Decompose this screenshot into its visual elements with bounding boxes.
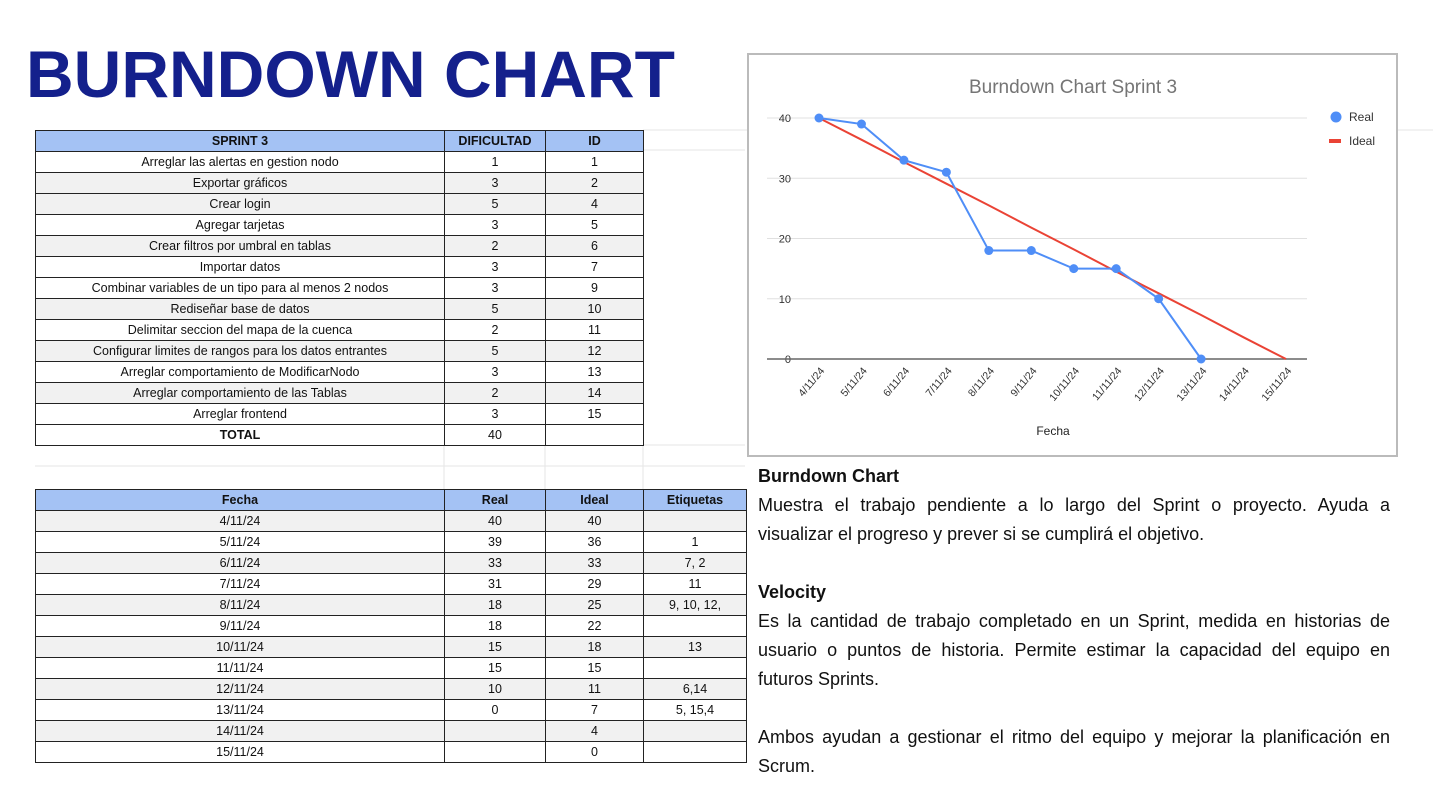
task-name: Combinar variables de un tipo para al menos 2 nodos (36, 278, 445, 299)
table-row (36, 341, 644, 362)
table-row (36, 404, 644, 425)
burndown-chart (747, 53, 1398, 457)
sprint-table (35, 130, 644, 446)
total-label: TOTAL (36, 425, 445, 446)
y-tick-label: 40 (778, 113, 791, 125)
task-id: 14 (546, 383, 644, 404)
header-sprint: SPRINT 3 (36, 131, 445, 152)
data-point-real (899, 156, 908, 165)
x-tick-label: 5/11/24 (838, 365, 870, 400)
real-cell: 40 (445, 511, 546, 532)
table-row (36, 215, 644, 236)
table-row (36, 721, 747, 742)
task-name: Arreglar frontend (36, 404, 445, 425)
task-name: Arreglar comportamiento de ModificarNodo (36, 362, 445, 383)
velocity-description: Es la cantidad de trabajo completado en un Sprint, medida en historias de usuario o puntos de historia. Permite estimar la capacidad del equipo en futuros Sprints. (758, 611, 1390, 689)
task-id: 6 (546, 236, 644, 257)
table-row (36, 595, 747, 616)
task-id: 9 (546, 278, 644, 299)
table-row (36, 362, 644, 383)
date-cell: 11/11/24 (36, 658, 445, 679)
x-tick-label: 7/11/24 (923, 365, 955, 400)
x-tick-label: 10/11/24 (1047, 365, 1083, 404)
task-difficulty: 2 (445, 236, 546, 257)
x-tick-label: 6/11/24 (880, 365, 913, 400)
table-row (36, 511, 747, 532)
table-row (36, 152, 644, 173)
task-difficulty: 3 (445, 404, 546, 425)
task-difficulty: 3 (445, 362, 546, 383)
legend-real-label: Real (1349, 110, 1374, 124)
notes-panel (758, 462, 1390, 781)
header-dificultad: DIFICULTAD (445, 131, 546, 152)
total-value: 40 (445, 425, 546, 446)
x-tick-label: 13/11/24 (1174, 365, 1210, 404)
chart-title: Burndown Chart Sprint 3 (968, 77, 1178, 98)
task-name: Agregar tarjetas (36, 215, 445, 236)
task-difficulty: 2 (445, 383, 546, 404)
x-axis-label: Fecha (1036, 424, 1070, 438)
task-id: 1 (546, 152, 644, 173)
table-row (36, 383, 644, 404)
legend-ideal-label: Ideal (1349, 134, 1376, 148)
real-cell: 18 (445, 595, 546, 616)
x-tick-label: 15/11/24 (1259, 365, 1295, 404)
table-row (36, 173, 644, 194)
total-empty (546, 425, 644, 446)
table-row (36, 194, 644, 215)
summary-text: Ambos ayudan a gestionar el ritmo del equipo y mejorar la planificación en Scrum. (758, 727, 1390, 776)
date-cell: 12/11/24 (36, 679, 445, 700)
ideal-cell: 18 (546, 637, 644, 658)
labels-cell (644, 742, 747, 763)
ideal-cell: 36 (546, 532, 644, 553)
header-real: Real (445, 490, 546, 511)
labels-cell (644, 658, 747, 679)
table-row (36, 320, 644, 341)
page-title: BURNDOWN CHART (26, 37, 675, 111)
task-difficulty: 5 (445, 341, 546, 362)
table-row (36, 700, 747, 721)
date-cell: 14/11/24 (36, 721, 445, 742)
ideal-cell: 11 (546, 679, 644, 700)
task-name: Crear filtros por umbral en tablas (36, 236, 445, 257)
real-cell: 18 (445, 616, 546, 637)
table-row (36, 299, 644, 320)
data-point-real (1154, 294, 1163, 303)
table-row (36, 278, 644, 299)
ideal-cell: 0 (546, 742, 644, 763)
data-point-real (815, 114, 824, 123)
x-tick-label: 14/11/24 (1216, 365, 1252, 404)
legend-real-marker (1331, 112, 1342, 123)
task-difficulty: 3 (445, 173, 546, 194)
data-point-real (942, 168, 951, 177)
date-cell: 9/11/24 (36, 616, 445, 637)
labels-cell (644, 721, 747, 742)
task-id: 12 (546, 341, 644, 362)
data-point-real (1027, 246, 1036, 255)
task-difficulty: 5 (445, 299, 546, 320)
burndown-description: Muestra el trabajo pendiente a lo largo del Sprint o proyecto. Ayuda a visualizar el progreso y prever si se cumplirá el objetivo. (758, 495, 1390, 544)
header-id: ID (546, 131, 644, 152)
task-id: 4 (546, 194, 644, 215)
ideal-cell: 22 (546, 616, 644, 637)
ideal-cell: 29 (546, 574, 644, 595)
task-id: 2 (546, 173, 644, 194)
task-id: 10 (546, 299, 644, 320)
table-row (36, 236, 644, 257)
header-ideal: Ideal (546, 490, 644, 511)
task-difficulty: 5 (445, 194, 546, 215)
task-id: 5 (546, 215, 644, 236)
ideal-cell: 33 (546, 553, 644, 574)
date-cell: 13/11/24 (36, 700, 445, 721)
data-point-real (984, 246, 993, 255)
task-name: Importar datos (36, 257, 445, 278)
task-name: Arreglar las alertas en gestion nodo (36, 152, 445, 173)
task-name: Configurar limites de rangos para los datos entrantes (36, 341, 445, 362)
real-cell: 39 (445, 532, 546, 553)
task-id: 7 (546, 257, 644, 278)
real-cell: 10 (445, 679, 546, 700)
x-tick-label: 12/11/24 (1131, 365, 1167, 404)
task-name: Delimitar seccion del mapa de la cuenca (36, 320, 445, 341)
labels-cell: 6,14 (644, 679, 747, 700)
table-row (36, 574, 747, 595)
data-point-real (1197, 355, 1206, 364)
table-row (36, 658, 747, 679)
x-tick-label: 9/11/24 (1008, 365, 1040, 400)
x-tick-label: 8/11/24 (965, 365, 998, 400)
table-row (36, 553, 747, 574)
labels-cell: 5, 15,4 (644, 700, 747, 721)
data-point-real (1069, 264, 1078, 273)
y-tick-label: 20 (778, 233, 791, 246)
date-cell: 10/11/24 (36, 637, 445, 658)
table-row (36, 679, 747, 700)
date-cell: 7/11/24 (36, 574, 445, 595)
y-tick-label: 30 (778, 173, 791, 186)
task-difficulty: 1 (445, 152, 546, 173)
real-cell (445, 721, 546, 742)
date-cell: 6/11/24 (36, 553, 445, 574)
burndown-heading: Burndown Chart (758, 466, 899, 486)
task-difficulty: 3 (445, 257, 546, 278)
date-cell: 5/11/24 (36, 532, 445, 553)
table-row (36, 532, 747, 553)
header-fecha: Fecha (36, 490, 445, 511)
ideal-cell: 4 (546, 721, 644, 742)
velocity-heading: Velocity (758, 582, 827, 602)
real-cell: 0 (445, 700, 546, 721)
y-tick-label: 10 (778, 293, 791, 306)
real-cell: 15 (445, 637, 546, 658)
x-tick-label: 4/11/24 (796, 365, 828, 400)
date-cell: 4/11/24 (36, 511, 445, 532)
ideal-cell: 15 (546, 658, 644, 679)
header-etiquetas: Etiquetas (644, 490, 747, 511)
task-difficulty: 3 (445, 278, 546, 299)
data-point-real (857, 120, 866, 129)
real-cell (445, 742, 546, 763)
table-row (36, 637, 747, 658)
table-row (36, 257, 644, 278)
task-name: Rediseñar base de datos (36, 299, 445, 320)
real-cell: 31 (445, 574, 546, 595)
progress-table (35, 489, 747, 763)
table-row (36, 742, 747, 763)
date-cell: 8/11/24 (36, 595, 445, 616)
chart-svg (749, 55, 1396, 455)
labels-cell: 13 (644, 637, 747, 658)
total-row (36, 425, 644, 446)
labels-cell: 11 (644, 574, 747, 595)
task-id: 15 (546, 404, 644, 425)
data-point-real (1112, 264, 1121, 273)
labels-cell: 1 (644, 532, 747, 553)
task-id: 13 (546, 362, 644, 383)
real-cell: 15 (445, 658, 546, 679)
task-name: Crear login (36, 194, 445, 215)
task-name: Arreglar comportamiento de las Tablas (36, 383, 445, 404)
date-cell: 15/11/24 (36, 742, 445, 763)
ideal-cell: 25 (546, 595, 644, 616)
real-cell: 33 (445, 553, 546, 574)
labels-cell (644, 616, 747, 637)
task-id: 11 (546, 320, 644, 341)
x-tick-label: 11/11/24 (1090, 365, 1125, 404)
task-name: Exportar gráficos (36, 173, 445, 194)
labels-cell: 7, 2 (644, 553, 747, 574)
task-difficulty: 2 (445, 320, 546, 341)
ideal-cell: 40 (546, 511, 644, 532)
task-difficulty: 3 (445, 215, 546, 236)
table-row (36, 616, 747, 637)
labels-cell: 9, 10, 12, (644, 595, 747, 616)
ideal-cell: 7 (546, 700, 644, 721)
y-tick-label: 0 (784, 354, 791, 366)
legend-ideal-marker (1329, 139, 1341, 143)
labels-cell (644, 511, 747, 532)
